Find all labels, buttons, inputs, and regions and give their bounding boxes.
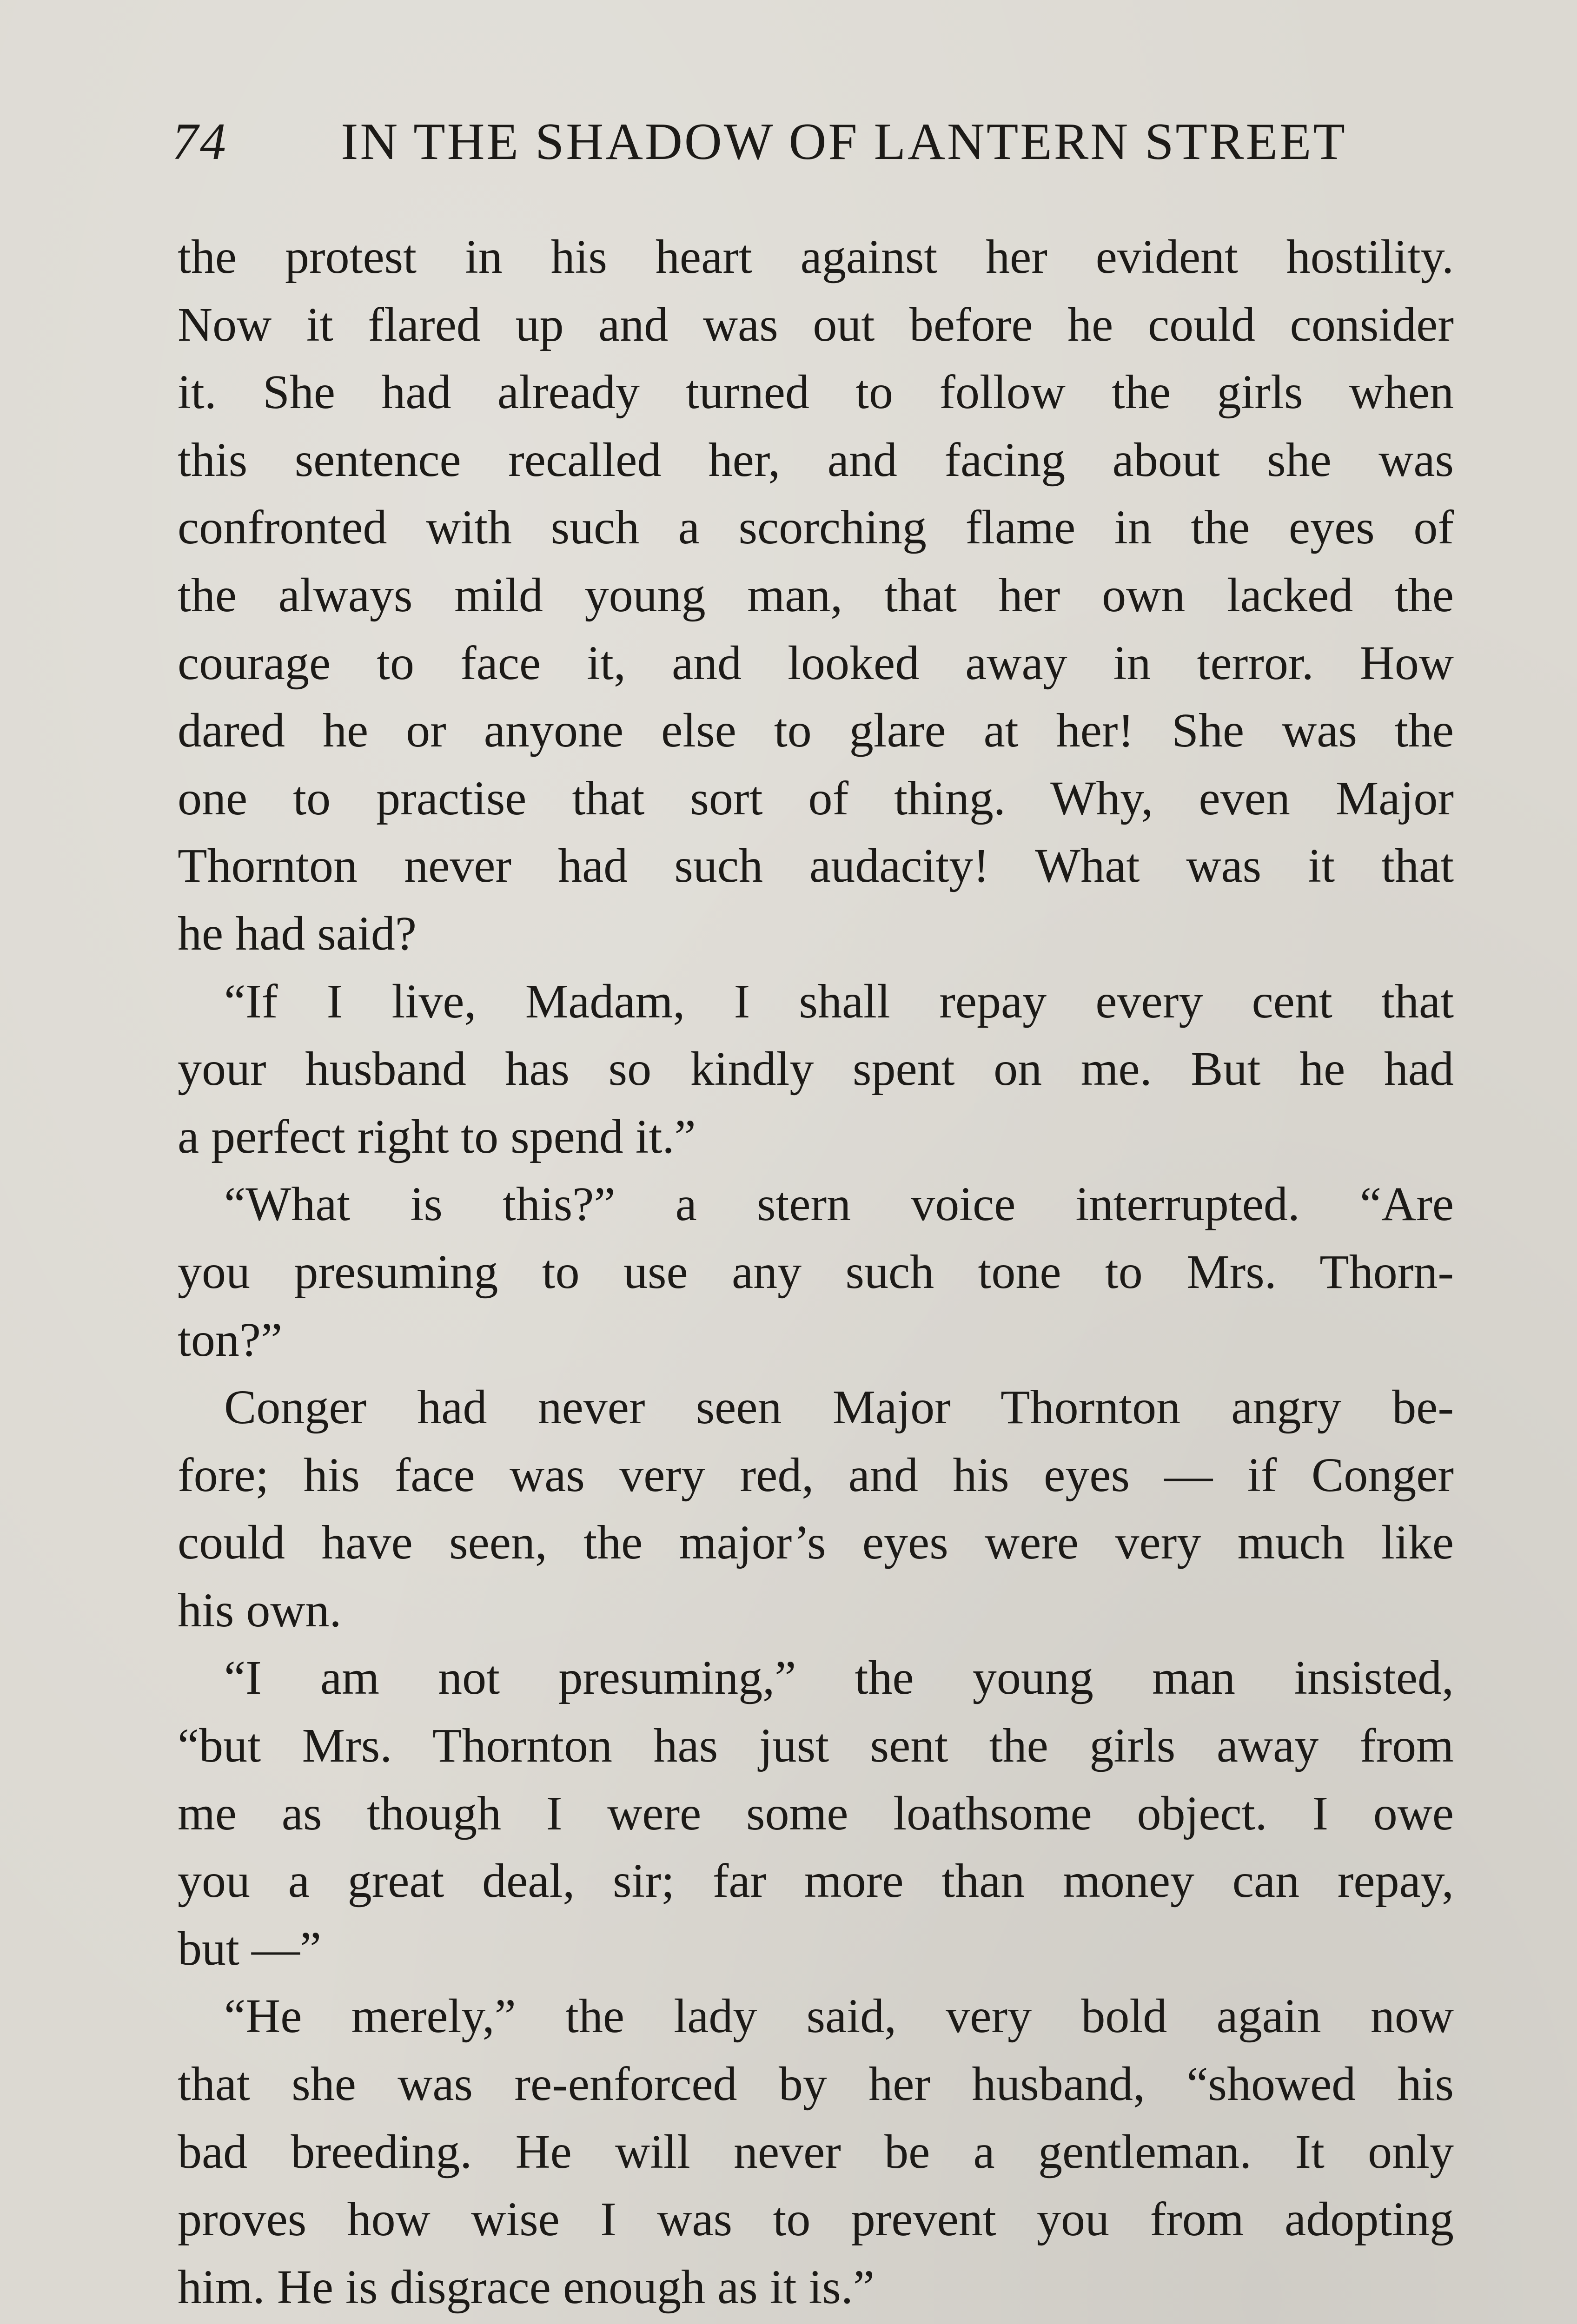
text-line: Thornton never had such audacity! What was it that bbox=[178, 839, 1454, 893]
text-line: him. He is disgrace enough as it is.” bbox=[178, 2260, 875, 2314]
text-line: it. She had already turned to follow the girls when bbox=[178, 365, 1454, 419]
text-line: a perfect right to spend it.” bbox=[178, 1109, 696, 1163]
text-line: that she was re-enforced by her husband, “showed his bbox=[178, 2057, 1454, 2111]
page-number: 74 bbox=[172, 112, 228, 171]
text-line: “but Mrs. Thornton has just sent the girls away from bbox=[178, 1719, 1454, 1773]
text-line: Conger had never seen Major Thornton angry be- bbox=[224, 1380, 1454, 1434]
body-text bbox=[178, 223, 1454, 2321]
text-line: ton?” bbox=[178, 1313, 283, 1367]
text-line: could have seen, the major’s eyes were very much like bbox=[178, 1516, 1454, 1570]
text-line: but —” bbox=[178, 1921, 322, 1975]
text-line: the always mild young man, that her own lacked the bbox=[178, 568, 1454, 622]
text-line: “If I live, Madam, I shall repay every cent that bbox=[224, 974, 1454, 1028]
text-line: the protest in his heart against her evident hostility. bbox=[178, 230, 1454, 284]
text-line: Now it flared up and was out before he could consider bbox=[178, 297, 1454, 351]
text-line: bad breeding. He will never be a gentleman. It only bbox=[178, 2125, 1454, 2179]
text-line: “What is this?” a stern voice interrupted. “Are bbox=[224, 1177, 1454, 1231]
text-line: fore; his face was very red, and his eyes — if Conger bbox=[178, 1448, 1454, 1502]
text-line: you a great deal, sir; far more than money can repay, bbox=[178, 1854, 1454, 1908]
text-line: he had said? bbox=[178, 906, 417, 960]
text-line: me as though I were some loathsome object. I owe bbox=[178, 1786, 1454, 1840]
running-header bbox=[172, 107, 1423, 177]
text-line: your husband has so kindly spent on me. But he had bbox=[178, 1042, 1454, 1096]
text-line: one to practise that sort of thing. Why, even Major bbox=[178, 771, 1454, 825]
text-line: courage to face it, and looked away in terror. How bbox=[178, 636, 1454, 690]
text-line: proves how wise I was to prevent you from adopting bbox=[178, 2192, 1454, 2246]
text-line: confronted with such a scorching flame in the eyes of bbox=[178, 501, 1454, 555]
text-line: dared he or anyone else to glare at her! She was the bbox=[178, 704, 1454, 758]
text-line: “He merely,” the lady said, very bold again now bbox=[224, 1989, 1454, 2043]
text-line: this sentence recalled her, and facing about she was bbox=[178, 433, 1454, 487]
text-line: his own. bbox=[178, 1583, 342, 1637]
text-line: “I am not presuming,” the young man insisted, bbox=[224, 1651, 1454, 1705]
text-line: you presuming to use any such tone to Mrs. Thorn- bbox=[178, 1245, 1454, 1299]
running-title: IN THE SHADOW OF LANTERN STREET bbox=[341, 112, 1347, 171]
